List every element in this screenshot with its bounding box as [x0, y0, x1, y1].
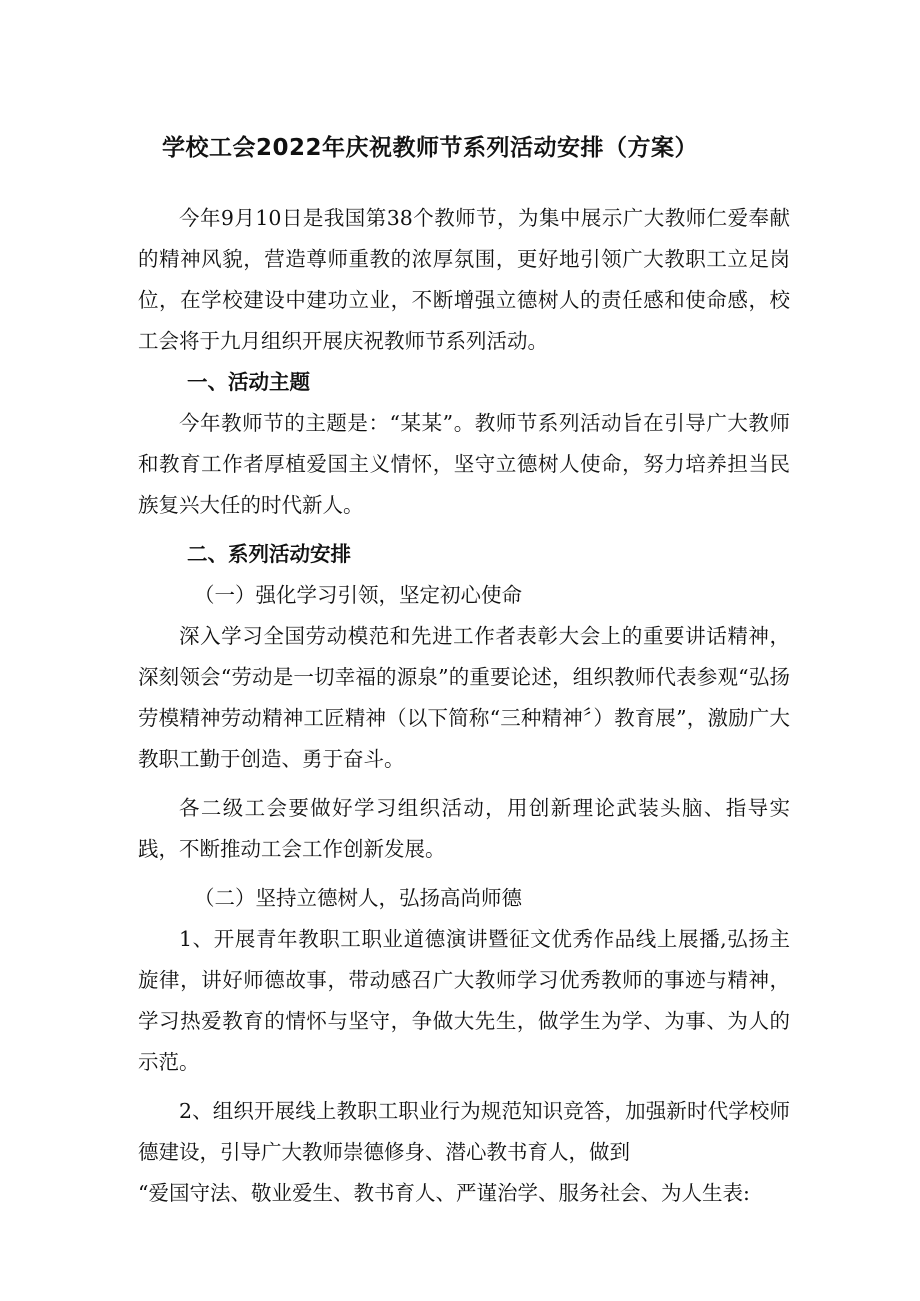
- subsection-2-heading: （二）坚持立德树人，弘扬高尚师德: [194, 886, 522, 910]
- subsection-1-heading: （一）强化学习引领，坚定初心使命: [194, 583, 522, 607]
- subsection-1-paragraph-1: 深入学习全国劳动模范和先进工作者表彰大会上的重要讲话精神，深刻领会“劳动是一切幸福的源泉”的重要论述，组织教师代表参观“弘扬劳模精神劳动精神工匠精神（以下简称“三种精神〞）教育展”，激励广大教职工勤于创造、勇于奋斗。: [138, 624, 790, 771]
- list-item-2: 2、组织开展线上教职工职业行为规范知识竞答，加强新时代学校师德建设，引导广大教师崇德修身、潜心教书育人，做到: [138, 1099, 790, 1164]
- intro-paragraph: 今年9月10日是我国第38个教师节，为集中展示广大教师仁爱奉献的精神风貌，营造尊师重教的浓厚氛围，更好地引领广大教职工立足岗位，在学校建设中建功立业，不断增强立德树人的责任感和使命感，校工会将于九月组织开展庆祝教师节系列活动。: [138, 206, 790, 353]
- section-1-paragraph: 今年教师节的主题是：“某某”。教师节系列活动旨在引导广大教师和教育工作者厚植爱国主义情怀，坚守立德树人使命，努力培养担当民族复兴大任的时代新人。: [138, 411, 790, 517]
- subsection-1-paragraph-2: 各二级工会要做好学习组织活动，用创新理论武装头脑、指导实践，不断推动工会工作创新发展。: [138, 796, 790, 861]
- section-1-heading: 一、活动主题: [187, 370, 310, 394]
- document-body: [138, 198, 790, 1214]
- list-item-1: 1、开展青年教职工职业道德演讲暨征文优秀作品线上展播,弘扬主旋律，讲好师德故事，带动感召广大教师学习优秀教师的事迹与精神，学习热爱教育的情怀与坚守，争做大先生，做学生为学、为事、为人的示范。: [138, 927, 790, 1074]
- document-title: 学校工会2022年庆祝教师节系列活动安排（方案）: [161, 135, 698, 161]
- list-item-2-continuation: “爱国守法、敬业爱生、教书育人、严谨治学、服务社会、为人生表:: [138, 1181, 750, 1205]
- section-2-heading: 二、系列活动安排: [187, 542, 351, 566]
